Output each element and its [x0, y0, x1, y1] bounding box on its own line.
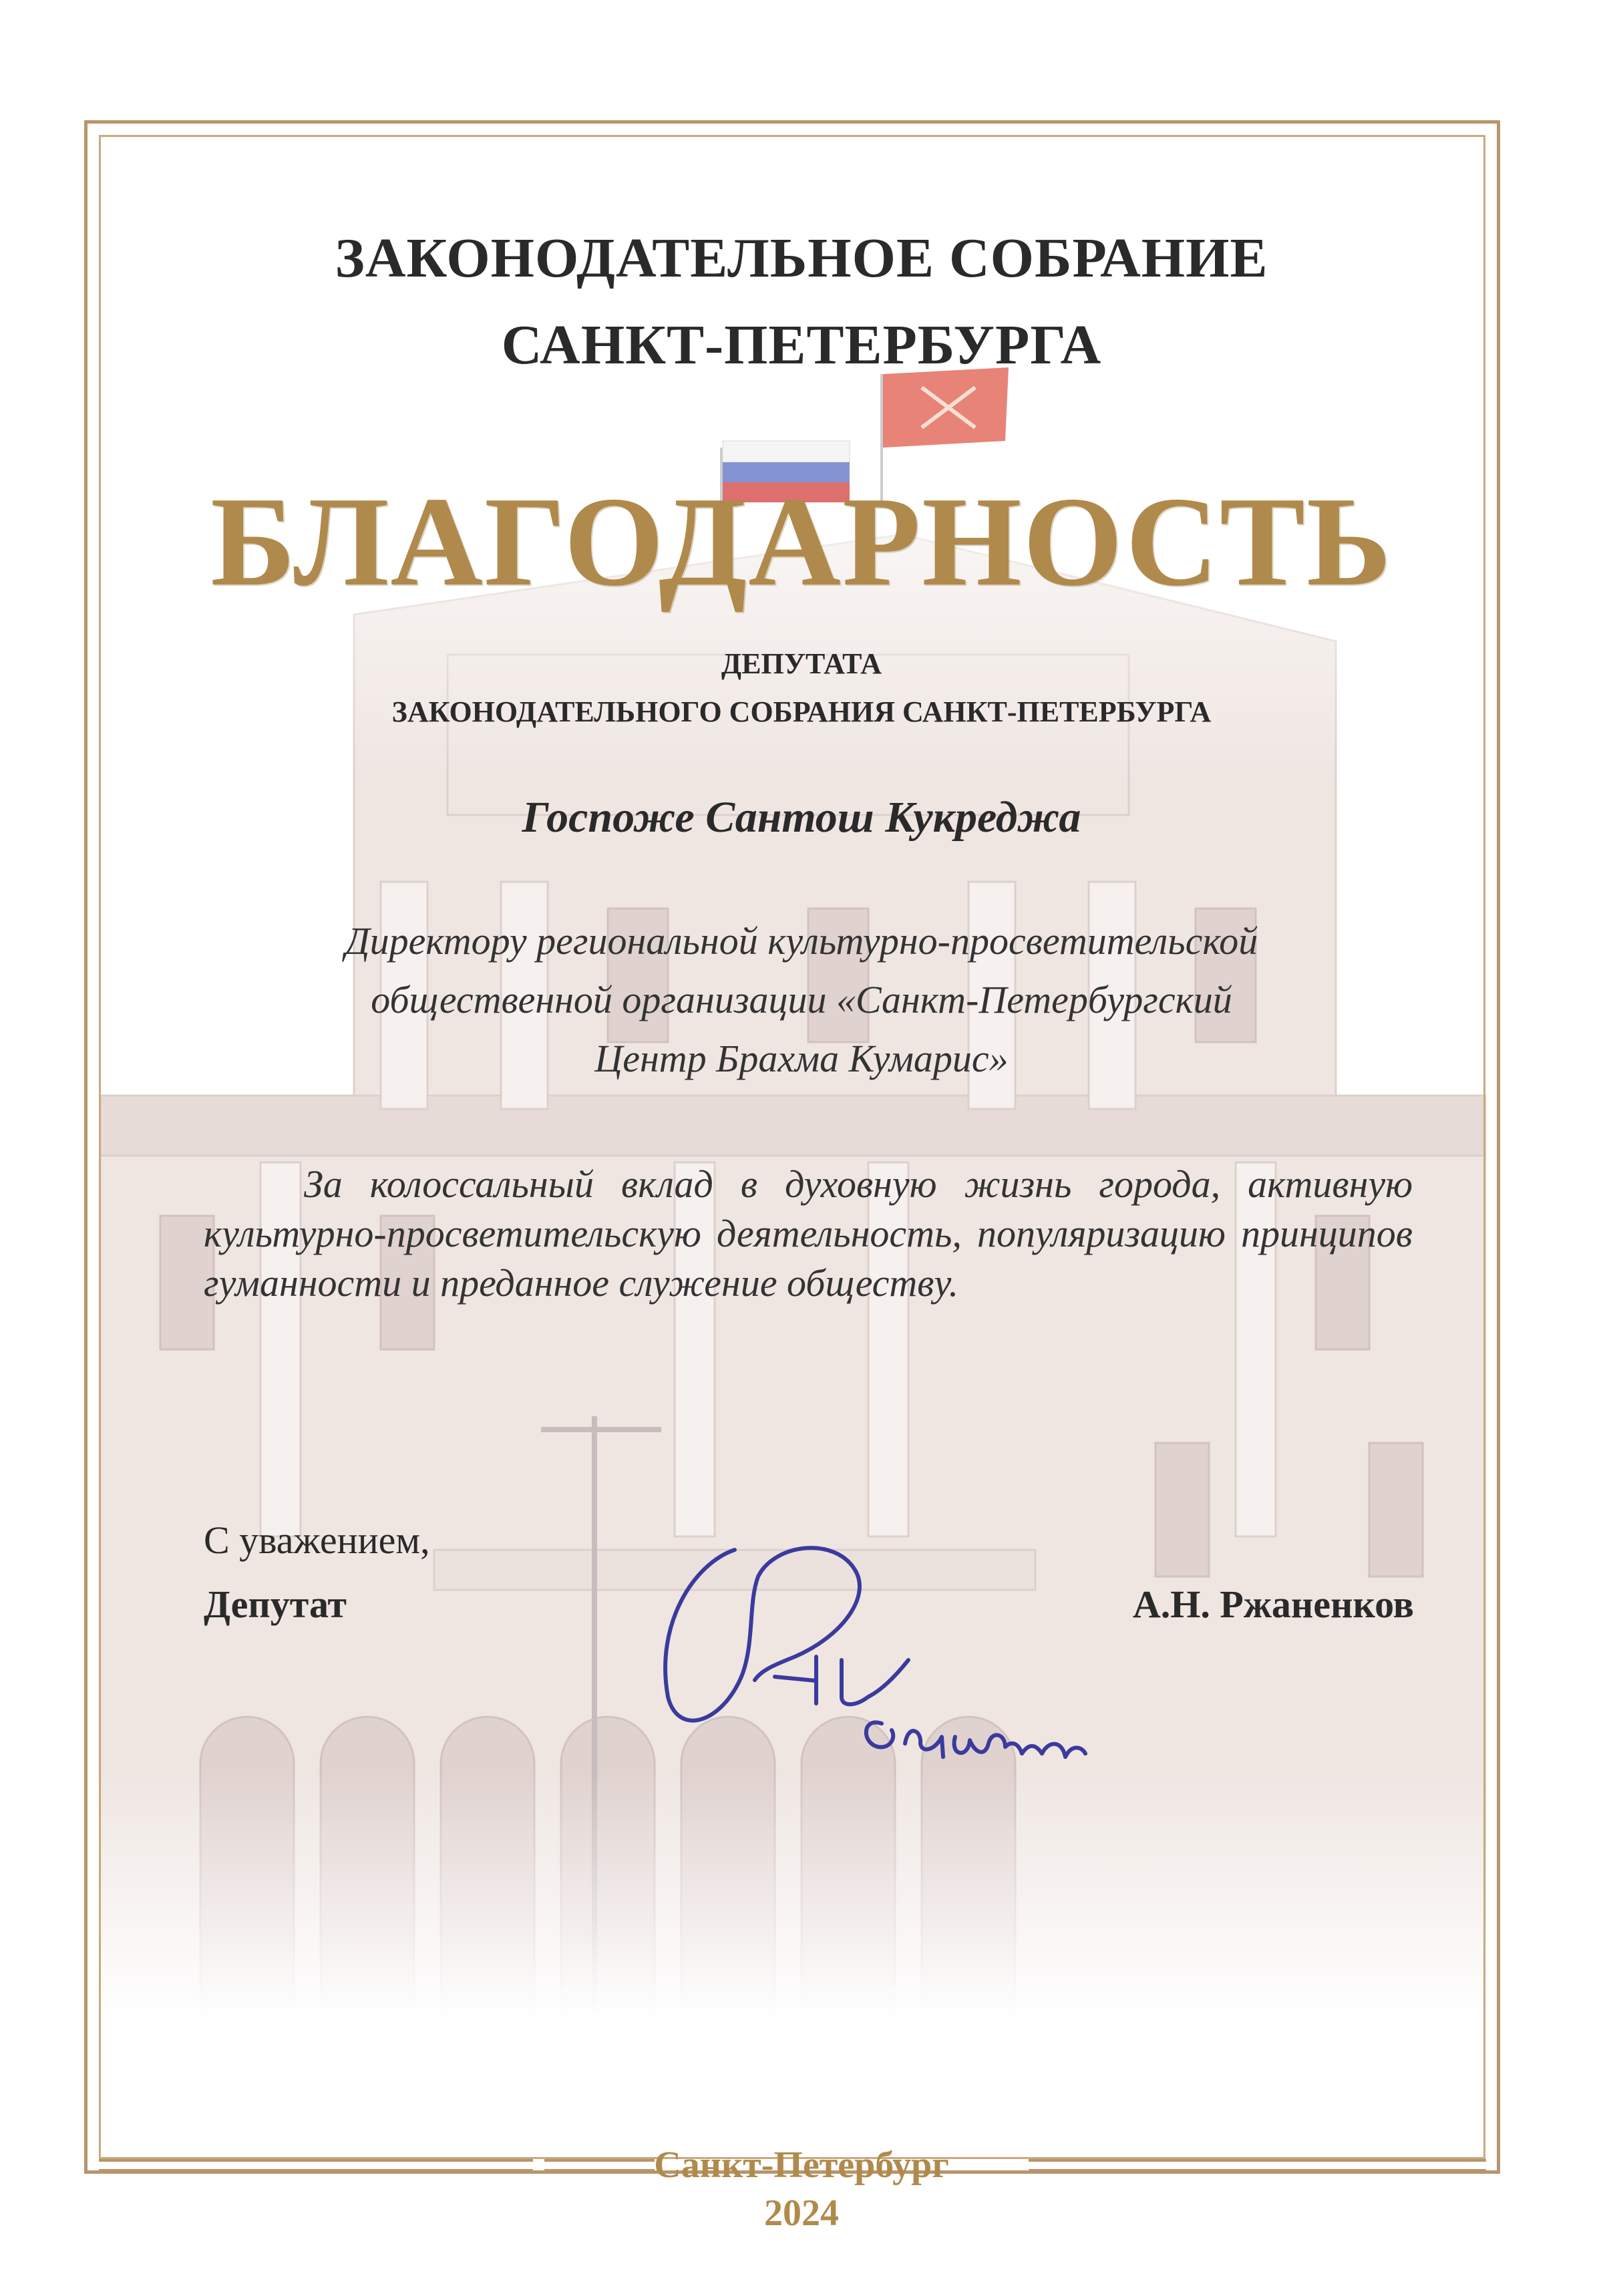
- position-line-3: Центр Брахма Кумарис»: [594, 1037, 1009, 1080]
- position-line-2: общественной организации «Санкт-Петербургский: [371, 978, 1232, 1021]
- recipient-name: Госпоже Сантош Кукреджа: [522, 793, 1081, 842]
- footer-year: 2024: [764, 2192, 839, 2234]
- inner-border: [99, 135, 1485, 2159]
- footer-city: Санкт-Петербург: [654, 2144, 949, 2186]
- issuer-line-2: ЗАКОНОДАТЕЛЬНОГО СОБРАНИЯ САНКТ-ПЕТЕРБУРГА: [391, 695, 1212, 728]
- closing-regards: С уважением,: [204, 1518, 430, 1562]
- signatory-name: А.Н. Ржаненков: [1132, 1583, 1414, 1626]
- issuer-line-1: ДЕПУТАТА: [721, 647, 882, 680]
- certificate-title: БЛАГОДАРНОСТЬ: [210, 470, 1393, 613]
- signatory-role: Депутат: [204, 1583, 347, 1626]
- header-line-2: САНКТ-ПЕТЕРБУРГА: [501, 314, 1102, 376]
- gratitude-text: За колоссальный вклад в духовную жизнь города, активную культурно-просветительскую деятельность, популяризацию принципов гуманности и преданное служение обществу.: [204, 1162, 1413, 1305]
- handwritten-signature: [641, 1523, 1176, 1804]
- header-line-1: ЗАКОНОДАТЕЛЬНОЕ СОБРАНИЕ: [335, 227, 1268, 289]
- position-line-1: Директору региональной культурно-просветительской: [345, 919, 1258, 963]
